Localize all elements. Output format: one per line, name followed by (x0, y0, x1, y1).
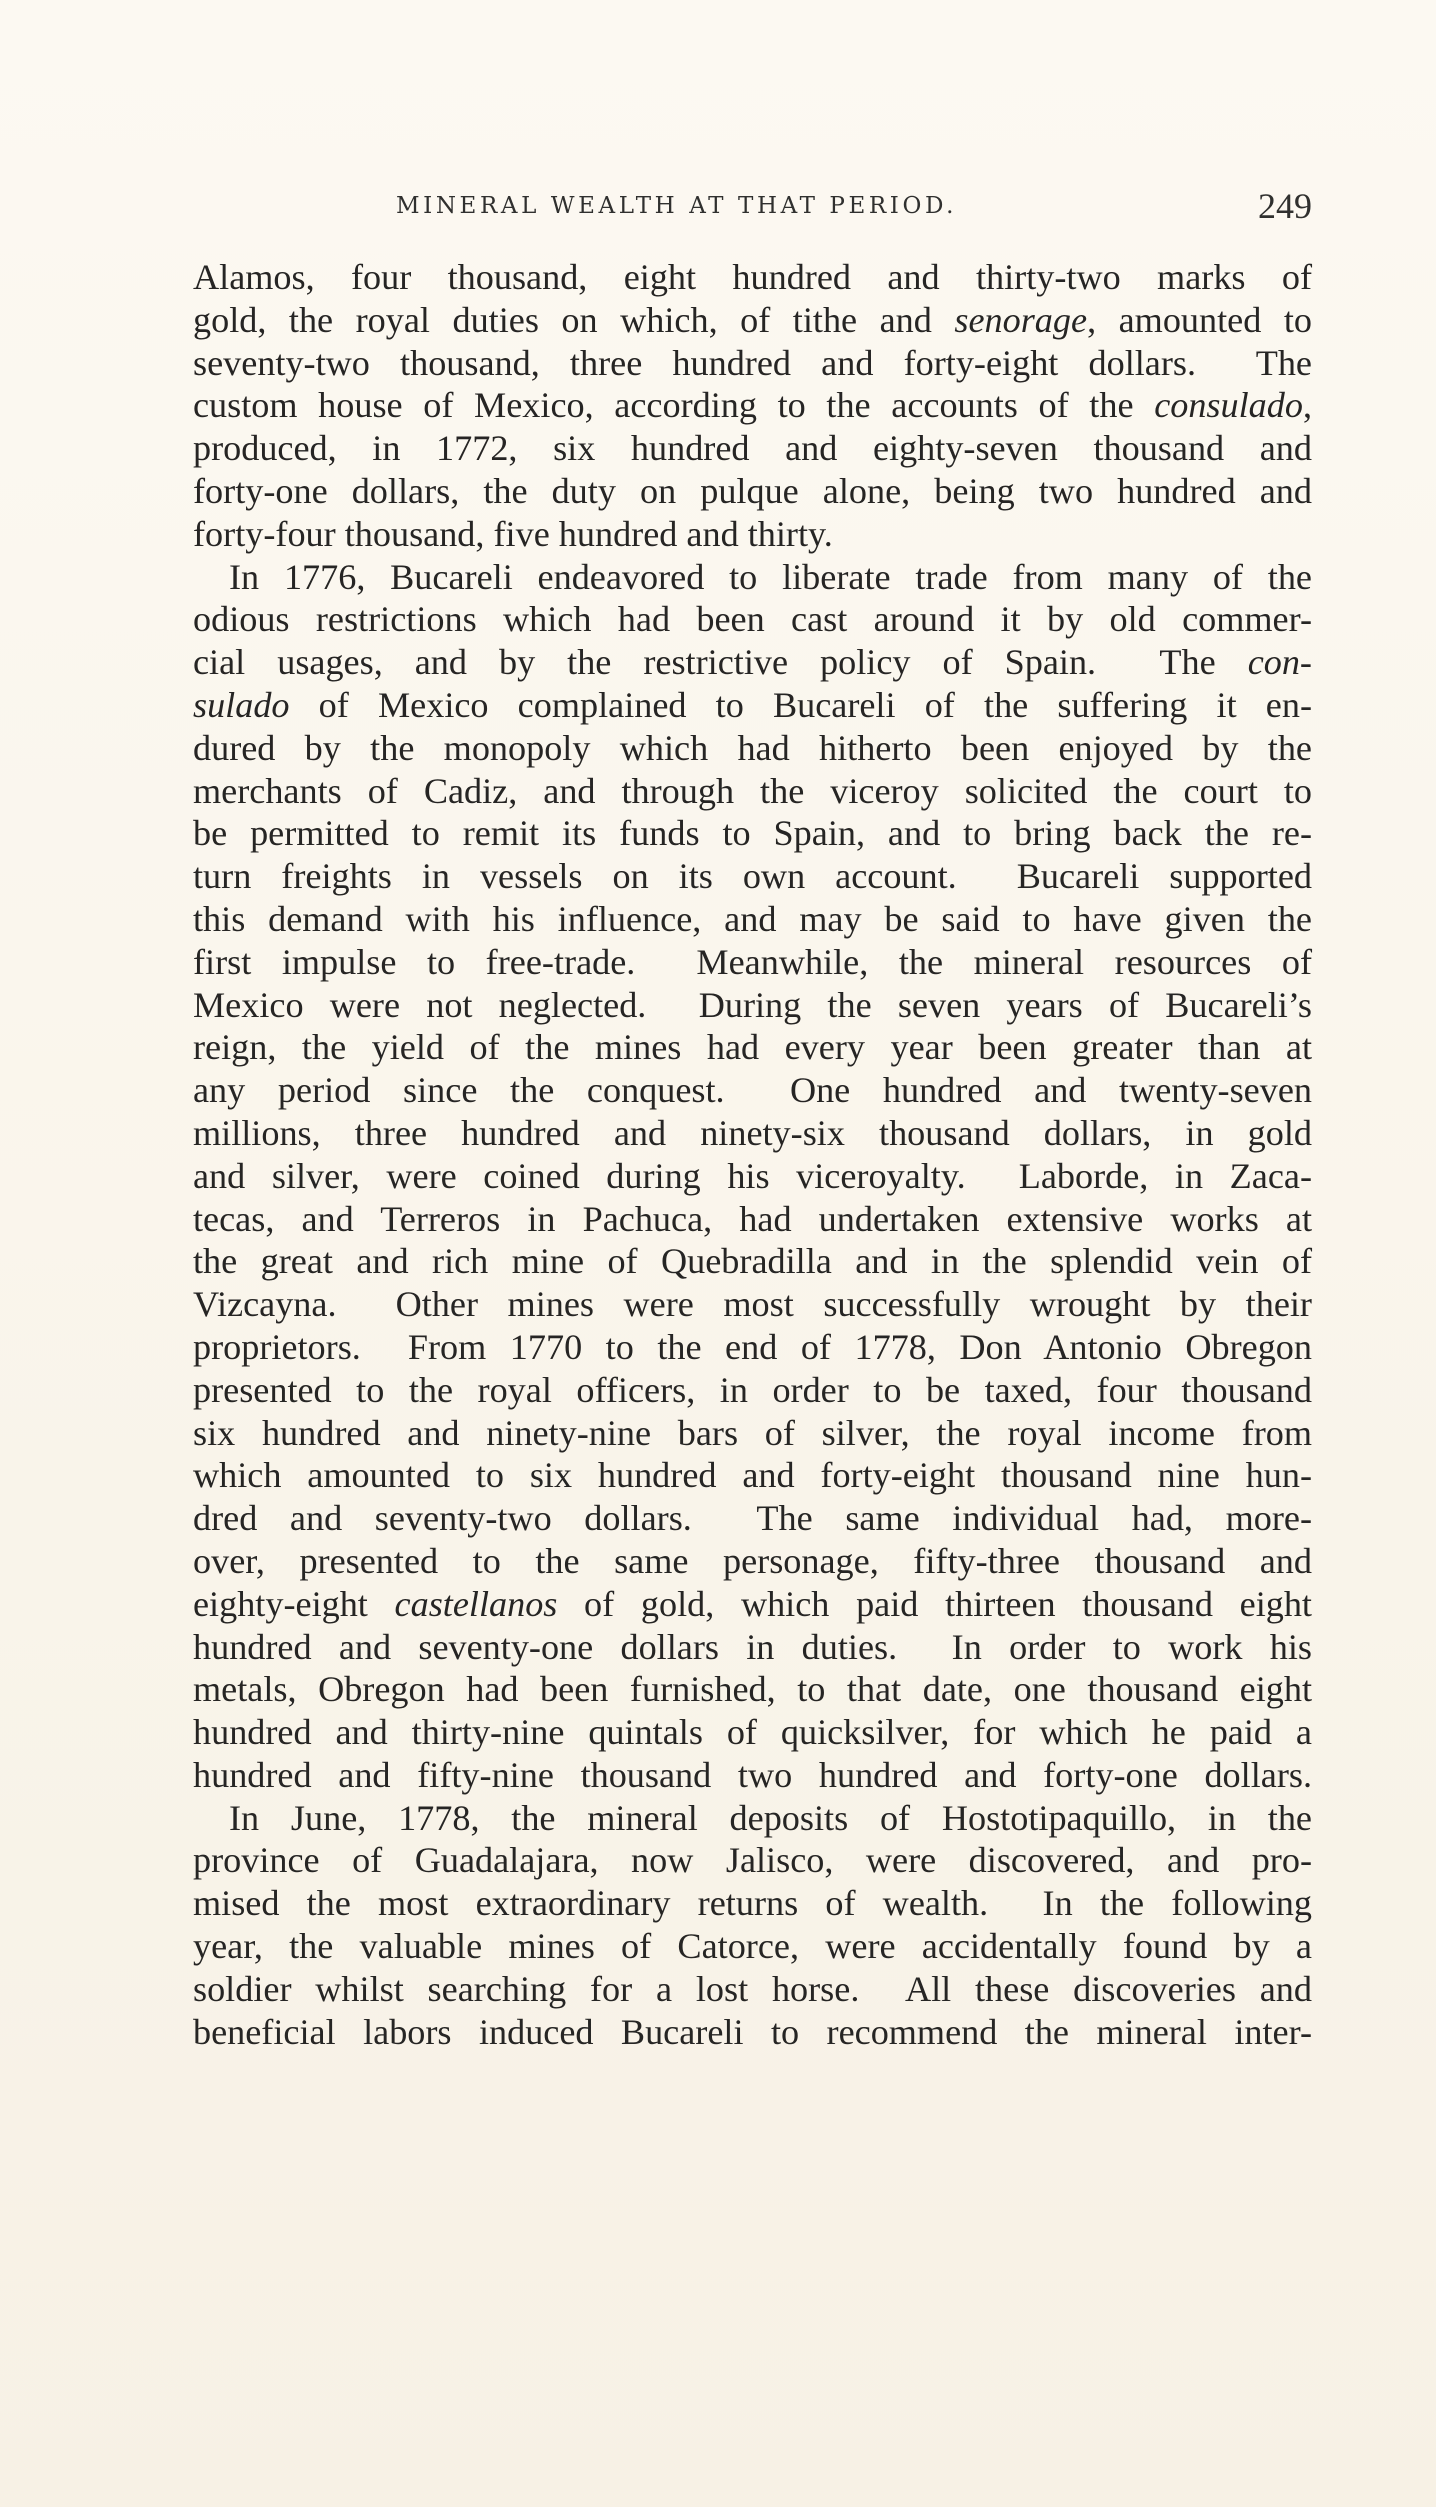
text-segment: any period since the conquest. One hundred and twenty-seven (193, 1070, 1312, 1111)
text-line (193, 598, 1312, 641)
running-title: MINERAL WEALTH AT THAT PERIOD. (396, 193, 958, 219)
text-segment: of Mexico complained to Bucareli of the suffering it en- (289, 684, 1312, 725)
text-segment: reign, the yield of the mines had every year been greater than at (193, 1027, 1312, 1068)
text-segment: cial usages, and by the restrictive policy of Spain. The (193, 642, 1248, 683)
text-segment: which amounted to six hundred and forty-eight thousand nine hun- (193, 1455, 1312, 1496)
text-segment: presented to the royal officers, in order to be taxed, four thousand (193, 1369, 1312, 1410)
text-segment: produced, in 1772, six hundred and eighty-seven thousand and (193, 428, 1312, 469)
text-segment: millions, three hundred and ninety-six thousand dollars, in gold (193, 1112, 1312, 1153)
text-segment: merchants of Cadiz, and through the viceroy solicited the court to (193, 770, 1312, 811)
text-segment: the great and rich mine of Quebradilla and in the splendid vein of (193, 1241, 1312, 1282)
text-line (193, 1583, 1312, 1626)
text-segment: seventy-two thousand, three hundred and forty-eight dollars. The (193, 342, 1312, 383)
text-segment: eighty-eight (193, 1583, 395, 1624)
text-segment: mised the most extraordinary returns of wealth. In the following (193, 1883, 1312, 1924)
text-line (193, 898, 1312, 941)
text-line (193, 1711, 1312, 1754)
italic-term: senorage (954, 299, 1088, 340)
text-segment: turn freights in vessels on its own account. Bucareli supported (193, 856, 1312, 897)
text-line (193, 1412, 1312, 1455)
text-segment: proprietors. From 1770 to the end of 1778, Don Antonio Obregon (193, 1326, 1312, 1367)
text-line (193, 513, 1312, 556)
text-segment: Vizcayna. Other mines were most successfully wrought by their (193, 1284, 1312, 1325)
running-header (193, 185, 1312, 235)
text-segment: forty-four thousand, five hundred and thirty. (193, 513, 833, 554)
text-segment: In 1776, Bucareli endeavored to liberate trade from many of the (229, 556, 1312, 597)
text-line (193, 470, 1312, 513)
italic-term: sulado (193, 684, 290, 725)
text-segment: hundred and seventy-one dollars in duties. In order to work his (193, 1626, 1312, 1667)
page-number: 249 (1258, 186, 1312, 226)
text-line (193, 256, 1312, 299)
text-line (193, 1155, 1312, 1198)
text-line (193, 1668, 1312, 1711)
text-segment: hundred and fifty-nine thousand two hundred and forty-one dollars. (193, 1754, 1312, 1795)
text-segment: of gold, which paid thirteen thousand eight (557, 1583, 1312, 1624)
text-segment: first impulse to free-trade. Meanwhile, the mineral resources of (193, 941, 1312, 982)
text-line (193, 855, 1312, 898)
italic-term: consulado (1154, 385, 1303, 426)
text-line (193, 1240, 1312, 1283)
text-segment: , amounted to (1087, 299, 1312, 340)
text-line (193, 1069, 1312, 1112)
text-line (193, 1626, 1312, 1669)
text-segment: Alamos, four thousand, eight hundred and thirty-two marks of (193, 257, 1312, 297)
body-text (193, 256, 1312, 2053)
text-segment: tecas, and Terreros in Pachuca, had undertaken extensive works at (193, 1198, 1312, 1239)
text-segment: province of Guadalajara, now Jalisco, were discovered, and pro- (193, 1840, 1312, 1881)
text-line (193, 1369, 1312, 1412)
text-segment: hundred and thirty-nine quintals of quicksilver, for which he paid a (193, 1712, 1312, 1753)
text-segment: custom house of Mexico, according to the accounts of the (193, 385, 1155, 426)
text-line (193, 384, 1312, 427)
text-segment: dred and seventy-two dollars. The same individual had, more- (193, 1498, 1312, 1539)
text-line (193, 342, 1312, 385)
text-line (193, 727, 1312, 770)
text-line (193, 684, 1312, 727)
text-segment: , (1302, 385, 1312, 426)
text-line (193, 1839, 1312, 1882)
text-line (193, 1283, 1312, 1326)
text-line (193, 1497, 1312, 1540)
italic-term: con- (1247, 642, 1312, 683)
text-line (193, 1026, 1312, 1069)
text-segment: gold, the royal duties on which, of tithe and (193, 299, 955, 340)
text-segment: dured by the monopoly which had hitherto been enjoyed by the (193, 727, 1312, 768)
text-line (193, 1112, 1312, 1155)
text-segment: odious restrictions which had been cast around it by old commer- (193, 599, 1312, 640)
text-line (193, 1925, 1312, 1968)
text-line (193, 1754, 1312, 1797)
text-line (193, 641, 1312, 684)
text-line (193, 556, 1312, 599)
text-segment: beneficial labors induced Bucareli to recommend the mineral inter- (193, 2011, 1312, 2052)
text-segment: six hundred and ninety-nine bars of silver, the royal income from (193, 1412, 1312, 1453)
text-segment: year, the valuable mines of Catorce, were accidentally found by a (193, 1926, 1312, 1967)
text-line (193, 1797, 1312, 1840)
text-segment: In June, 1778, the mineral deposits of Hostotipaquillo, in the (229, 1797, 1312, 1838)
text-line (193, 427, 1312, 470)
text-segment: over, presented to the same personage, fifty-three thousand and (193, 1540, 1312, 1581)
text-line (193, 1454, 1312, 1497)
text-line (193, 941, 1312, 984)
text-line (193, 1198, 1312, 1241)
text-segment: this demand with his influence, and may be said to have given the (193, 898, 1312, 939)
text-line (193, 770, 1312, 813)
text-segment: metals, Obregon had been furnished, to that date, one thousand eight (193, 1669, 1312, 1710)
text-line (193, 299, 1312, 342)
text-segment: Mexico were not neglected. During the seven years of Bucareli’s (193, 984, 1312, 1025)
text-line (193, 1540, 1312, 1583)
text-segment: forty-one dollars, the duty on pulque alone, being two hundred and (193, 470, 1312, 511)
text-segment: soldier whilst searching for a lost horse. All these discoveries and (193, 1968, 1312, 2009)
text-segment: be permitted to remit its funds to Spain, and to bring back the re- (193, 813, 1312, 854)
text-line (193, 1882, 1312, 1925)
text-line (193, 812, 1312, 855)
text-line (193, 1326, 1312, 1369)
text-line (193, 1968, 1312, 2011)
text-line (193, 984, 1312, 1027)
italic-term: castellanos (394, 1583, 558, 1624)
text-segment: and silver, were coined during his viceroyalty. Laborde, in Zaca- (193, 1155, 1312, 1196)
text-line (193, 2011, 1312, 2054)
